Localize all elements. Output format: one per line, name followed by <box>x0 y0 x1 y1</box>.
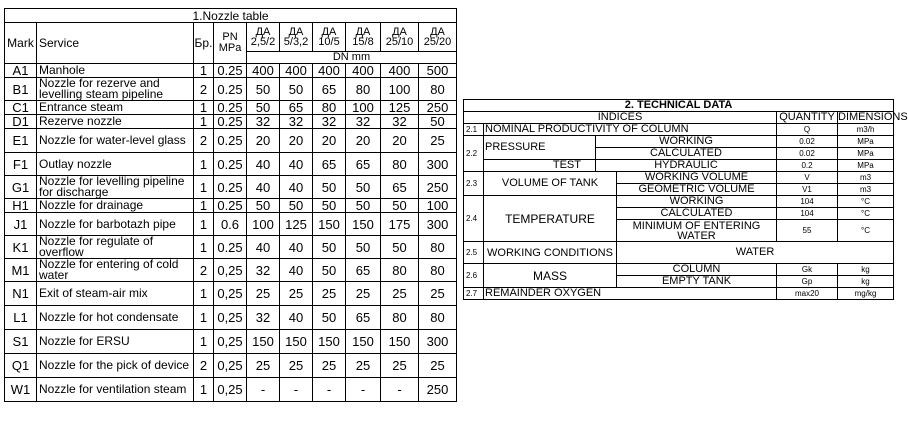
working-conditions-value: WATER <box>617 242 894 264</box>
dn-cell: 20 <box>280 129 313 153</box>
dn-cell: 25 <box>247 282 280 306</box>
dn-cell: 25 <box>280 354 313 378</box>
mass-column-dimension: kg <box>838 264 894 276</box>
pn-cell: 0.25 <box>214 101 247 115</box>
volume-label: VOLUME OF TANK <box>484 172 617 196</box>
service-header: Service <box>37 23 194 64</box>
dn-cell: 50 <box>247 101 280 115</box>
temp-calculated-dimension: °C <box>838 208 894 220</box>
pn-cell: 0.25 <box>214 64 247 78</box>
pressure-hydraulic-label: HYDRAULIC <box>596 160 777 172</box>
qty-cell: 1 <box>194 282 214 306</box>
mark-header: Mark <box>5 23 37 64</box>
table-row <box>5 330 457 354</box>
table-row <box>5 259 457 282</box>
dn-cell: 40 <box>280 236 313 259</box>
dn-cell: 50 <box>280 199 313 213</box>
da-header <box>280 23 313 52</box>
table-row <box>5 129 457 153</box>
pn-cell: 0.25 <box>214 115 247 129</box>
da-header-line2: 5/3,2 <box>283 36 309 48</box>
table-row <box>5 78 457 101</box>
table-row <box>5 306 457 330</box>
dn-cell: 20 <box>381 129 419 153</box>
qty-header: Бр. <box>194 23 214 64</box>
dn-cell: 150 <box>313 330 346 354</box>
mark-cell: M1 <box>5 259 37 282</box>
dn-cell: 300 <box>419 213 457 236</box>
dn-cell: 40 <box>280 153 313 176</box>
table-row <box>5 354 457 378</box>
dn-cell: 300 <box>419 153 457 176</box>
geometric-volume-label: GEOMETRIC VOLUME <box>617 184 777 196</box>
dn-cell: 50 <box>346 199 381 213</box>
mark-cell: L1 <box>5 306 37 330</box>
qty-cell: 2 <box>194 78 214 101</box>
mark-cell: W1 <box>5 378 37 402</box>
dn-cell: 50 <box>280 78 313 101</box>
temp-working-dimension: °C <box>838 196 894 208</box>
temp-minimum-dimension: °C <box>838 220 894 242</box>
dn-cell: - <box>346 378 381 402</box>
dn-cell: - <box>280 378 313 402</box>
qty-cell: 2 <box>194 259 214 282</box>
table-row <box>5 282 457 306</box>
dn-cell: 20 <box>346 129 381 153</box>
pn-cell: 0,25 <box>214 354 247 378</box>
nozzle-table <box>4 8 457 402</box>
dn-cell: 150 <box>280 330 313 354</box>
dn-cell: 65 <box>381 176 419 199</box>
pn-cell: 0.25 <box>214 236 247 259</box>
dn-cell: 65 <box>346 153 381 176</box>
dn-cell: 150 <box>381 330 419 354</box>
dn-cell: 32 <box>280 115 313 129</box>
mass-empty-tank-dimension: kg <box>838 276 894 288</box>
pn-header-line2: MPa <box>218 42 242 54</box>
da-header-line1: ДА <box>430 26 445 38</box>
mark-cell: J1 <box>5 213 37 236</box>
dn-cell: 400 <box>346 64 381 78</box>
service-cell: Nozzle for ventilation steam <box>37 378 194 402</box>
dn-cell: 50 <box>381 236 419 259</box>
da-header <box>419 23 457 52</box>
working-volume-dimension: m3 <box>838 172 894 184</box>
da-header-line1: ДА <box>355 26 371 38</box>
qty-cell: 1 <box>194 64 214 78</box>
qty-cell: 2 <box>194 129 214 153</box>
row-number: 2.7 <box>464 288 484 300</box>
productivity-label: NOMINAL PRODUCTIVITY OF COLUMN <box>484 124 777 136</box>
dn-cell: 50 <box>313 176 346 199</box>
dn-cell: 80 <box>419 236 457 259</box>
mass-column-label: COLUMN <box>617 264 777 276</box>
mark-cell: G1 <box>5 176 37 199</box>
pn-cell: 0,25 <box>214 330 247 354</box>
service-cell: Nozzle for levelling pipeline for discharge <box>37 176 194 199</box>
temp-working-quantity: 104 <box>777 196 838 208</box>
mark-cell: C1 <box>5 101 37 115</box>
temp-calculated-quantity: 104 <box>777 208 838 220</box>
table-row <box>5 153 457 176</box>
dn-cell: 50 <box>381 199 419 213</box>
dn-cell: 25 <box>419 354 457 378</box>
dn-cell: 50 <box>346 236 381 259</box>
dn-cell: 150 <box>346 213 381 236</box>
service-cell: Entrance steam <box>37 101 194 115</box>
dimensions-header: DIMENSIONS <box>838 111 908 123</box>
indices-header: INDICES <box>464 112 777 124</box>
pn-cell: 0.25 <box>214 129 247 153</box>
mass-column-quantity: Gk <box>777 264 838 276</box>
mass-empty-tank-label: EMPTY TANK <box>617 276 777 288</box>
pn-cell: 0,25 <box>214 259 247 282</box>
service-cell: Exit of steam-air mix <box>37 282 194 306</box>
pn-header-line1: PN <box>222 31 238 43</box>
working-volume-label: WORKING VOLUME <box>617 172 777 184</box>
dn-cell: 50 <box>247 199 280 213</box>
pn-cell: 0,25 <box>214 378 247 402</box>
pressure-test-label: TEST <box>484 160 596 172</box>
dn-cell: 32 <box>346 115 381 129</box>
mark-cell: E1 <box>5 129 37 153</box>
dn-cell: 80 <box>381 153 419 176</box>
dn-cell: 100 <box>346 101 381 115</box>
dn-cell: 25 <box>346 354 381 378</box>
pressure-calculated-dimension: MPa <box>838 148 894 160</box>
pressure-calculated-label: CALCULATED <box>596 148 777 160</box>
pressure-hydraulic-dimension: MPa <box>838 160 894 172</box>
dn-cell: 100 <box>247 213 280 236</box>
dn-cell: 50 <box>313 199 346 213</box>
da-header <box>381 23 419 52</box>
dn-cell: 80 <box>313 101 346 115</box>
dn-cell: 25 <box>381 282 419 306</box>
dn-cell: 25 <box>313 354 346 378</box>
dn-cell: 40 <box>247 153 280 176</box>
da-header-line2: 25/20 <box>423 36 452 48</box>
pressure-working-dimension: MPa <box>838 136 894 148</box>
tech-title: 2. TECHNICAL DATA <box>464 100 894 112</box>
dn-cell: 300 <box>419 330 457 354</box>
remainder-oxygen-dimension: mg/kg <box>838 288 894 300</box>
working-conditions-label: WORKING CONDITIONS <box>484 242 617 264</box>
dn-cell: 25 <box>419 129 457 153</box>
qty-cell: 1 <box>194 199 214 213</box>
dn-cell: 50 <box>313 259 346 282</box>
dn-cell: 50 <box>346 176 381 199</box>
dn-cell: 65 <box>346 306 381 330</box>
service-cell: Outlay nozzle <box>37 153 194 176</box>
dn-cell: 32 <box>247 115 280 129</box>
mass-empty-tank-quantity: Gp <box>777 276 838 288</box>
dn-cell: - <box>313 378 346 402</box>
service-cell: Nozzle for entering of cold water <box>37 259 194 282</box>
service-cell: Rezerve nozzle <box>37 115 194 129</box>
dn-mm-header: DN mm <box>247 52 457 64</box>
dn-cell: - <box>381 378 419 402</box>
dn-cell: 40 <box>280 176 313 199</box>
pressure-label: PRESSURE <box>484 136 596 160</box>
dn-cell: 25 <box>313 282 346 306</box>
pressure-hydraulic-quantity: 0.2 <box>777 160 838 172</box>
pn-cell: 0,25 <box>214 282 247 306</box>
dn-cell: 250 <box>419 378 457 402</box>
dn-cell: 500 <box>419 64 457 78</box>
dn-cell: 400 <box>381 64 419 78</box>
da-header <box>346 23 381 52</box>
service-cell: Nozzle for water-level glass <box>37 129 194 153</box>
dn-cell: 100 <box>419 199 457 213</box>
dn-cell: 40 <box>280 259 313 282</box>
mark-cell: Q1 <box>5 354 37 378</box>
table-row <box>5 378 457 402</box>
da-header <box>247 23 280 52</box>
qty-cell: 1 <box>194 115 214 129</box>
productivity-quantity: Q <box>777 124 838 136</box>
da-header-line1: ДА <box>392 26 407 38</box>
qty-cell: 2 <box>194 354 214 378</box>
qty-cell: 1 <box>194 213 214 236</box>
temp-minimum-quantity: 55 <box>777 220 838 242</box>
pn-cell: 0.25 <box>214 199 247 213</box>
dn-cell: 50 <box>247 78 280 101</box>
pn-header <box>214 23 247 64</box>
dn-cell: 50 <box>313 236 346 259</box>
quantity-header: QUANTITY <box>777 112 838 124</box>
mark-cell: F1 <box>5 153 37 176</box>
table-row <box>5 213 457 236</box>
dn-cell: 32 <box>247 259 280 282</box>
productivity-dimension: m3/h <box>838 124 894 136</box>
pn-cell: 0.6 <box>214 213 247 236</box>
dn-cell: 80 <box>419 259 457 282</box>
remainder-oxygen-label: REMAINDER OXYGEN <box>484 288 777 300</box>
dn-cell: 40 <box>247 236 280 259</box>
dn-cell: 100 <box>381 78 419 101</box>
dn-cell: 400 <box>247 64 280 78</box>
table-row <box>5 176 457 199</box>
dn-cell: - <box>247 378 280 402</box>
temp-working-label: WORKING <box>617 196 777 208</box>
dn-cell: 32 <box>247 306 280 330</box>
dn-cell: 25 <box>280 282 313 306</box>
working-volume-quantity: V <box>777 172 838 184</box>
technical-data-table <box>463 99 908 300</box>
service-cell: Nozzle for drainage <box>37 199 194 213</box>
service-cell: Nozzle for ERSU <box>37 330 194 354</box>
dn-cell: 65 <box>313 153 346 176</box>
service-cell: Manhole <box>37 64 194 78</box>
pressure-working-label: WORKING <box>596 136 777 148</box>
dn-cell: 400 <box>280 64 313 78</box>
qty-cell: 1 <box>194 153 214 176</box>
da-header-line2: 2,5/2 <box>250 36 276 48</box>
pressure-working-quantity: 0.02 <box>777 136 838 148</box>
nozzle-table-title: 1.Nozzle table <box>5 9 457 23</box>
dn-cell: 32 <box>381 115 419 129</box>
da-header-line2: 15/8 <box>352 36 374 48</box>
qty-cell: 1 <box>194 306 214 330</box>
pn-cell: 0.25 <box>214 176 247 199</box>
mass-label: MASS <box>484 264 617 288</box>
mark-cell: B1 <box>5 78 37 101</box>
mark-cell: S1 <box>5 330 37 354</box>
dn-cell: 25 <box>247 354 280 378</box>
qty-cell: 1 <box>194 378 214 402</box>
dn-cell: 65 <box>280 101 313 115</box>
service-cell: Nozzle for regulate of overflow <box>37 236 194 259</box>
table-row <box>5 236 457 259</box>
row-number: 2.6 <box>464 264 484 288</box>
dn-cell: 32 <box>313 115 346 129</box>
service-cell: Nozzle for rezerve and levelling steam pipeline <box>37 78 194 101</box>
dn-cell: 250 <box>419 176 457 199</box>
dn-cell: 50 <box>313 306 346 330</box>
dn-cell: 250 <box>419 101 457 115</box>
dn-cell: 25 <box>381 354 419 378</box>
service-cell: Nozzle for the pick of device <box>37 354 194 378</box>
dn-cell: 80 <box>419 306 457 330</box>
table-row <box>5 101 457 115</box>
dn-cell: 125 <box>280 213 313 236</box>
qty-cell: 1 <box>194 176 214 199</box>
dn-cell: 20 <box>313 129 346 153</box>
mark-cell: A1 <box>5 64 37 78</box>
da-header-line2: 25/10 <box>385 36 414 48</box>
dn-cell: 80 <box>381 306 419 330</box>
dn-cell: 80 <box>419 78 457 101</box>
dn-cell: 20 <box>247 129 280 153</box>
pn-cell: 0.25 <box>214 78 247 101</box>
qty-cell: 1 <box>194 101 214 115</box>
temperature-label: TEMPERATURE <box>484 196 617 242</box>
dn-cell: 40 <box>247 176 280 199</box>
pressure-calculated-quantity: 0.02 <box>777 148 838 160</box>
dn-cell: 80 <box>381 259 419 282</box>
dn-cell: 175 <box>381 213 419 236</box>
da-header-line1: ДА <box>288 26 304 38</box>
mark-cell: N1 <box>5 282 37 306</box>
qty-cell: 1 <box>194 236 214 259</box>
dn-cell: 65 <box>313 78 346 101</box>
mark-cell: D1 <box>5 115 37 129</box>
row-number: 2.2 <box>464 136 484 172</box>
dn-cell: 25 <box>419 282 457 306</box>
temp-calculated-label: CALCULATED <box>617 208 777 220</box>
da-header-line1: ДА <box>255 26 271 38</box>
row-number: 2.1 <box>464 124 484 136</box>
mark-cell: H1 <box>5 199 37 213</box>
table-row <box>5 199 457 213</box>
pn-cell: 0,25 <box>214 306 247 330</box>
dn-cell: 150 <box>346 330 381 354</box>
da-header-line2: 10/5 <box>318 36 340 48</box>
temp-minimum-label: MINIMUM OF ENTERING WATER <box>617 220 777 242</box>
table-row <box>5 115 457 129</box>
dn-cell: 40 <box>280 306 313 330</box>
service-cell: Nozzle for hot condensate <box>37 306 194 330</box>
row-number: 2.5 <box>464 242 484 264</box>
dn-cell: 125 <box>381 101 419 115</box>
dn-cell: 65 <box>346 259 381 282</box>
dn-cell: 25 <box>346 282 381 306</box>
dn-cell: 150 <box>313 213 346 236</box>
service-cell: Nozzle for barbotazh pipe <box>37 213 194 236</box>
geometric-volume-quantity: V1 <box>777 184 838 196</box>
dn-cell: 400 <box>313 64 346 78</box>
mark-cell: K1 <box>5 236 37 259</box>
dn-cell: 80 <box>346 78 381 101</box>
row-number: 2.3 <box>464 172 484 196</box>
dn-cell: 50 <box>419 115 457 129</box>
geometric-volume-dimension: m3 <box>838 184 894 196</box>
row-number: 2.4 <box>464 196 484 242</box>
qty-cell: 1 <box>194 330 214 354</box>
dn-cell: 150 <box>247 330 280 354</box>
remainder-oxygen-quantity: max20 <box>777 288 838 300</box>
da-header <box>313 23 346 52</box>
da-header-line1: ДА <box>321 26 337 38</box>
pn-cell: 0.25 <box>214 153 247 176</box>
